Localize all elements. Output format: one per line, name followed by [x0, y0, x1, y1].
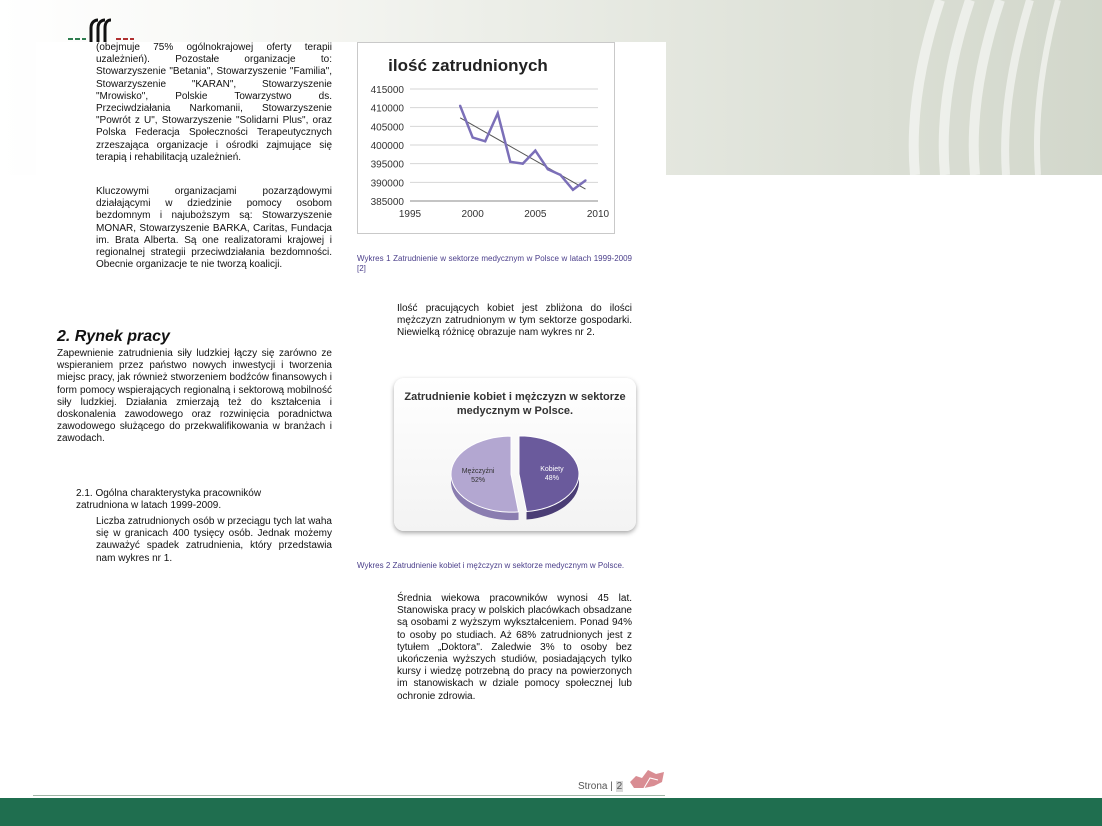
footer-bar: [0, 798, 1102, 826]
footer-divider: [33, 795, 665, 796]
paragraph-labor-market: Zapewnienie zatrudnienia siły ludzkiej łączy się zarówno ze wspieraniem przez państwo nowych inwestycji i tworzenia miejsc pracy, jak również stworzeniem bodźców finansowych i form pomocy wspierających regionalną i sektorową mobilność siły ludzkiej. Działania zmierzają też do kształcenia i doskonalenia zawodowego oraz rozwinięcia poradnictwa zawodowego służącego do przekwalifikowania w branżach i zawodach.: [57, 348, 332, 445]
y-tick-label: 405000: [370, 122, 404, 134]
data-point: [547, 168, 549, 170]
chart-caption-1: Wykres 1 Zatrudnienie w sektorze medycznym w Polsce w latach 1999-2009 [2]: [357, 254, 632, 273]
x-tick-label: 2010: [586, 209, 610, 220]
page-number: [578, 781, 623, 792]
page-label: Strona |: [578, 781, 613, 792]
data-point: [459, 105, 461, 107]
data-point: [534, 149, 536, 151]
page-number-value: 2: [616, 781, 623, 792]
data-point: [572, 189, 574, 191]
y-tick-label: 400000: [370, 141, 404, 152]
pie-slice-label: Kobiety: [540, 465, 564, 473]
paragraph-employment-count: Liczba zatrudnionych osób w przeciągu tych lat waha się w granicach 400 tysięcy osób. Jednak możemy zauważyć spadek zatrudnienia, który przedstawia nam wykres nr 1.: [96, 516, 332, 564]
x-tick-label: 2005: [524, 209, 547, 220]
data-point: [559, 174, 561, 176]
data-point: [484, 140, 486, 142]
y-tick-label: 415000: [370, 85, 404, 96]
line-chart: [357, 42, 615, 234]
paragraph-age-education: Średnia wiekowa pracowników wynosi 45 lat. Stanowiska pracy w polskich placówkach obsadzane są osobami z wyższym wykształceniem. Ponad 94% to osoby po studiach. Aż 68% zatrudnionych jest z tytułem „Doktora". Zaledwie 3% to osoby bez ukończenia wyższych studiów, posiadających tylko kursy i wiedzę potrzebną do pracy na powierzonych im stanowiskach w dziale pomocy społecznej lub ochronie zdrowia.: [397, 593, 632, 702]
line-chart-svg: [358, 43, 614, 233]
data-point: [497, 112, 499, 114]
y-tick-label: 390000: [370, 178, 404, 190]
paragraph-addiction-orgs: (obejmuje 75% ogólnokrajowej oferty terapii uzależnień). Pozostałe organizacje to: Stowarzyszenie "Betania", Stowarzyszenie "Familia", Stowarzyszenie "KARAN", Stowarzyszenie "Mrowisko", Polskie Towarzystwo ds. Przeciwdziałania Narkomanii, Stowarzyszenie "Powrót z U", Stowarzyszenie "Solidarni Plus", oraz Polska Federacja Społeczności Terapeutycznych zrzeszająca organizacje i ośrodki zajmujące się terapią i rehabilitacją uzależnień.: [96, 42, 332, 163]
y-tick-label: 385000: [370, 197, 404, 208]
data-point: [471, 136, 473, 138]
pie-slice-value: 52%: [471, 477, 486, 485]
pie-chart: [394, 378, 636, 531]
data-point: [522, 162, 524, 164]
x-tick-label: 1995: [398, 209, 422, 220]
pie-slice-label: Mężczyźni: [461, 468, 495, 476]
chart-caption-2: Wykres 2 Zatrudnienie kobiet i mężczyzn w sektorze medycznym w Polsce.: [357, 561, 625, 570]
trendline: [460, 118, 585, 189]
paragraph-women-employment: Ilość pracujących kobiet jest zbliżona do ilości mężczyzn zatrudnionym w tym sektorze gospodarki. Niewielką różnicę obrazuje nam wykres nr 2.: [397, 303, 632, 339]
subsection-heading: 2.1. Ogólna charakterystyka pracowników zatrudniona w latach 1999-2009.: [76, 488, 262, 511]
page-ornament-icon: [626, 766, 668, 792]
series-line: [460, 106, 585, 190]
logo-icon: [68, 18, 138, 44]
x-tick-label: 2000: [461, 209, 484, 220]
header-arcs-decoration: [640, 0, 1102, 175]
y-tick-label: 410000: [370, 103, 404, 115]
pie-slice-value: 48%: [544, 474, 559, 482]
y-tick-label: 395000: [370, 159, 404, 171]
data-point: [584, 179, 586, 181]
pie-chart-title: Zatrudnienie kobiet i mężczyzn w sektorze medycznym w Polsce.: [404, 391, 626, 417]
pie-chart-svg: [394, 378, 636, 531]
paragraph-key-organizations: Kluczowymi organizacjami pozarządowymi działającymi w dziedzinie pomocy osobom bezdomnym i najuboższym są: Stowarzyszenie MONAR, Stowarzyszenie BARKA, Caritas, Fundacja im. Brata Alberta. Są one realizatorami krajowej i regionalnej strategii przeciwdziałania bezdomności. Obecnie organizacje te nie tworzą koalicji.: [96, 186, 332, 271]
chart-title: ilość zatrudnionych: [388, 56, 548, 75]
data-point: [509, 161, 511, 163]
section-heading: 2. Rynek pracy: [57, 328, 170, 345]
